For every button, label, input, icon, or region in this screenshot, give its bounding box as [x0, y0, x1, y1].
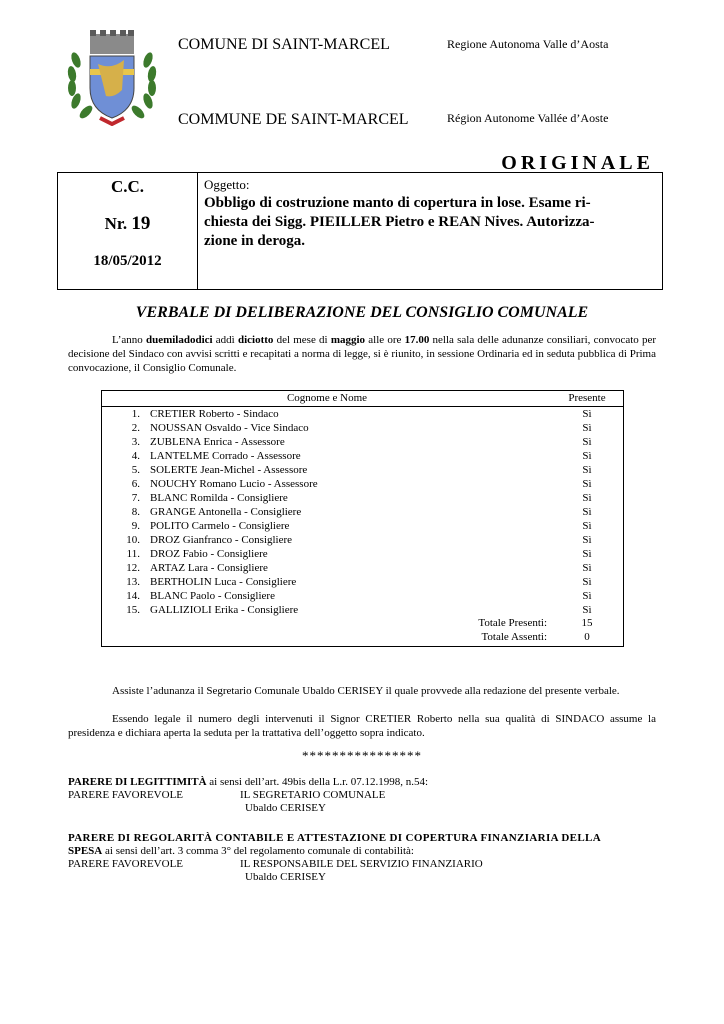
table-row — [102, 505, 623, 519]
row-number: 9. — [131, 520, 140, 532]
row-member-name: POLITO Carmelo - Consigliere — [150, 520, 290, 532]
originale-label: ORIGINALE — [501, 152, 654, 174]
total-present-label: Totale Presenti: — [478, 617, 547, 629]
row-present: Sì — [582, 590, 592, 602]
intro-hour: 17.00 — [404, 334, 430, 346]
row-number: 10. — [126, 534, 140, 546]
header-it-name: COMUNE DI SAINT-MARCEL — [178, 36, 390, 53]
row-present: Sì — [582, 506, 592, 518]
table-row — [102, 589, 623, 603]
assist-paragraph-1: Assiste l’adunanza il Segretario Comunale Ubaldo CERISEY il quale provvede alla redazione del presente verbale. — [112, 685, 620, 697]
row-present: Sì — [582, 422, 592, 434]
act-id-column — [58, 173, 198, 289]
total-present — [102, 617, 623, 631]
intro-day: diciotto — [237, 334, 274, 346]
table-row — [102, 421, 623, 435]
table-row — [102, 547, 623, 561]
parere-legittimita — [68, 776, 656, 815]
intro-text: nella sala delle adunanze consiliari, convocato per decisione del Sindaco con avvisi scritti e recapitati a norma di legge, si è riunito, in sessione Ordinaria ed in seduta pubblica di Prima convocazione, il Consiglio Comunale. — [68, 334, 657, 374]
parere-legittimita-ref: ai sensi dell’art. 49bis della L.r. 07.12.1998, n.54: — [206, 776, 429, 788]
row-present: Sì — [582, 604, 592, 616]
parere-contabile-spesa: SPESA — [68, 845, 103, 857]
intro-text: alle ore — [368, 334, 402, 346]
row-present: Sì — [582, 576, 592, 588]
total-absent — [102, 631, 623, 645]
header-fr-name: COMMUNE DE SAINT-MARCEL — [178, 111, 409, 128]
parere-legittimita-esito: PARERE FAVOREVOLE — [68, 789, 184, 801]
row-number: 8. — [131, 506, 140, 518]
parere-legittimita-sign — [68, 802, 656, 815]
row-number: 13. — [126, 576, 140, 588]
row-number: 2. — [131, 422, 140, 434]
oggetto-line: Obbligo di costruzione manto di copertura in lose. Esame ri- — [204, 195, 591, 211]
table-row — [102, 519, 623, 533]
act-number — [58, 213, 197, 235]
row-present: Sì — [582, 408, 592, 420]
row-number: 15. — [126, 604, 140, 616]
parere-contabile-title-1: PARERE DI REGOLARITÀ CONTABILE E ATTESTAZIONE DI COPERTURA FINANZIARIA DELLA — [68, 832, 602, 844]
row-present: Sì — [582, 478, 592, 490]
intro-text: del mese di — [276, 334, 328, 346]
table-row — [102, 463, 623, 477]
row-member-name: BLANC Romilda - Consigliere — [150, 492, 288, 504]
row-member-name: BERTHOLIN Luca - Consigliere — [150, 576, 297, 588]
row-number: 12. — [126, 562, 140, 574]
row-member-name: SOLERTE Jean-Michel - Assessore — [150, 464, 308, 476]
parere-contabile-ruolo: IL RESPONSABILE DEL SERVIZIO FINANZIARIO — [240, 858, 483, 870]
row-member-name: ZUBLENA Enrica - Assessore — [150, 436, 285, 448]
row-number: 4. — [131, 450, 140, 462]
oggetto-label: Oggetto: — [204, 177, 250, 192]
intro-year: duemiladodici — [145, 334, 213, 346]
row-member-name: BLANC Paolo - Consigliere — [150, 590, 275, 602]
parere-legittimita-row — [68, 789, 656, 802]
row-present: Sì — [582, 450, 592, 462]
row-present: Sì — [582, 534, 592, 546]
total-absent-label: Totale Assenti: — [481, 631, 547, 643]
parere-legittimita-heading: PARERE DI LEGITTIMITÀ — [68, 776, 207, 788]
attendance-header — [102, 391, 623, 407]
parere-legittimita-title — [68, 776, 656, 789]
act-date: 18/05/2012 — [93, 253, 162, 269]
table-row — [102, 533, 623, 547]
total-absent-value: 0 — [584, 631, 590, 643]
row-present: Sì — [582, 562, 592, 574]
attendance-table — [101, 390, 624, 647]
act-nr-label: Nr. — [104, 214, 128, 233]
table-row — [102, 603, 623, 617]
intro-text: L’anno — [112, 334, 143, 346]
parere-contabile-ref: ai sensi dell’art. 3 comma 3° del regolamento comunale di contabilità: — [102, 845, 414, 857]
row-present: Sì — [582, 464, 592, 476]
row-member-name: CRETIER Roberto - Sindaco — [150, 408, 279, 420]
row-member-name: GRANGE Antonella - Consigliere — [150, 506, 302, 518]
table-row — [102, 449, 623, 463]
row-present: Sì — [582, 492, 592, 504]
attendance-rows — [102, 407, 623, 617]
table-row — [102, 561, 623, 575]
oggetto-line: chiesta dei Sigg. PIEILLER Pietro e REAN Nives. Autorizza- — [204, 214, 595, 230]
row-present: Sì — [582, 520, 592, 532]
row-number: 6. — [131, 478, 140, 490]
stars-separator: **************** — [302, 748, 422, 763]
row-number: 3. — [131, 436, 140, 448]
intro-month: maggio — [330, 334, 366, 346]
intro-paragraph — [68, 333, 656, 375]
parere-contabile-title-2 — [68, 845, 656, 858]
row-member-name: NOUCHY Romano Lucio - Assessore — [150, 478, 318, 490]
intro-text: addì — [215, 334, 235, 346]
col-present-header: Presente — [568, 392, 606, 404]
parere-legittimita-nome: Ubaldo CERISEY — [245, 802, 326, 814]
row-member-name: ARTAZ Lara - Consigliere — [150, 562, 268, 574]
row-number: 14. — [126, 590, 140, 602]
oggetto-line: zione in deroga. — [204, 233, 305, 249]
row-member-name: GALLIZIOLI Erika - Consigliere — [150, 604, 299, 616]
table-row — [102, 477, 623, 491]
table-row — [102, 575, 623, 589]
parere-contabile-esito: PARERE FAVOREVOLE — [68, 858, 184, 870]
row-member-name: DROZ Fabio - Consigliere — [150, 548, 268, 560]
table-row — [102, 435, 623, 449]
parere-contabile-sign — [68, 871, 656, 884]
act-nr-value: 19 — [131, 213, 151, 234]
row-number: 5. — [131, 464, 140, 476]
col-name-header: Cognome e Nome — [286, 392, 368, 404]
row-present: Sì — [582, 548, 592, 560]
act-cc: C.C. — [110, 177, 145, 196]
row-member-name: DROZ Gianfranco - Consigliere — [150, 534, 293, 546]
total-present-value: 15 — [581, 617, 593, 629]
table-row — [102, 491, 623, 505]
parere-contabile-nome: Ubaldo CERISEY — [245, 871, 326, 883]
parere-contabile — [68, 832, 656, 884]
parere-legittimita-ruolo: IL SEGRETARIO COMUNALE — [240, 789, 386, 801]
coat-of-arms — [62, 30, 162, 126]
header-it-region: Regione Autonoma Valle d’Aosta — [447, 37, 609, 51]
row-number: 1. — [131, 408, 140, 420]
row-present: Sì — [582, 436, 592, 448]
assist-paragraph-2: Essendo legale il numero degli intervenuti il Signor CRETIER Roberto nella sua qualità di SINDACO assume la presidenza e dichiara aperta la seduta per la trattativa dell’oggetto sopra indicato. — [68, 713, 656, 739]
header-fr-region: Région Autonome Vallée d’Aoste — [447, 111, 609, 125]
verbale-title: VERBALE DI DELIBERAZIONE DEL CONSIGLIO COMUNALE — [135, 304, 589, 321]
parere-contabile-row — [68, 858, 656, 871]
row-member-name: LANTELME Corrado - Assessore — [150, 450, 301, 462]
row-number: 7. — [131, 492, 140, 504]
oggetto-text — [204, 194, 659, 251]
row-number: 11. — [126, 548, 140, 560]
table-row — [102, 407, 623, 421]
row-member-name: NOUSSAN Osvaldo - Vice Sindaco — [150, 422, 309, 434]
act-box — [57, 172, 663, 290]
